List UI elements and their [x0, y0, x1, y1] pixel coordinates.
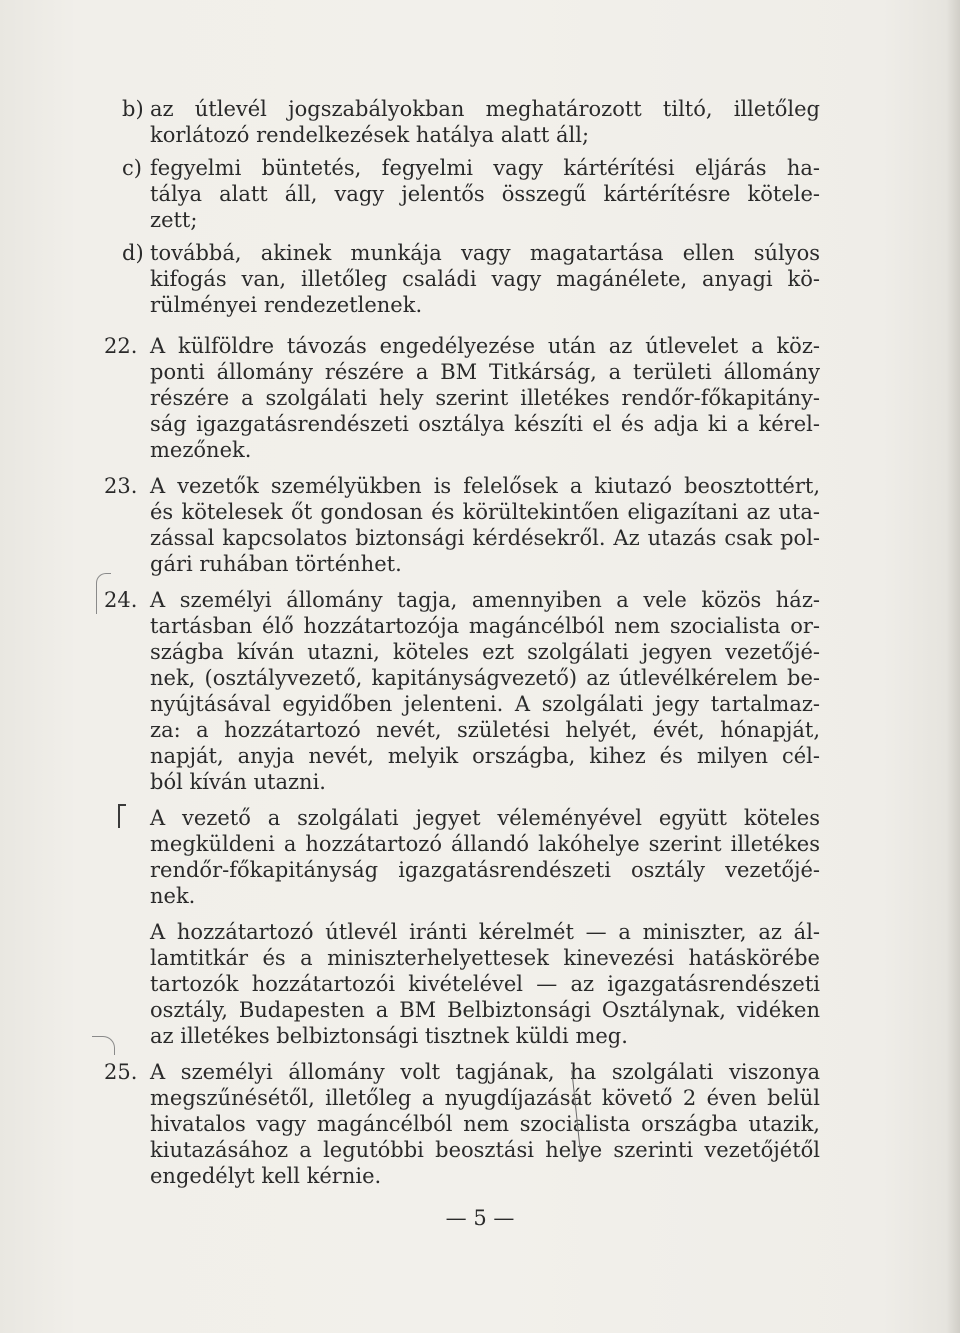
section-25-line-1: A személyi állomány volt tagjának, ha szolgálati viszonya	[150, 1060, 820, 1084]
section-25-line-3: hivatalos vagy magáncélból nem szocialista országba utazik,	[150, 1112, 820, 1136]
section-24-line-2: tartásban élő hozzátartozója magáncélból nem szocialista or-	[150, 614, 820, 638]
section-22-number: 22.	[104, 334, 138, 358]
margin-bracket-mark	[118, 804, 126, 828]
section-24-p2-line-4: nek.	[150, 884, 196, 908]
item-b-line-1: az útlevél jogszabályokban meghatározott tiltó, illetőleg	[150, 97, 820, 121]
section-25-number: 25.	[104, 1060, 138, 1084]
section-24-line-3: szágba kíván utazni, köteles ezt szolgálati jegyen vezetőjé-	[150, 640, 820, 664]
section-24-number: 24.	[104, 588, 138, 612]
section-24-p3-line-5: az illetékes belbiztonsági tisztnek küldi meg.	[150, 1024, 628, 1048]
item-d-line-2: kifogás van, illetőleg családi vagy magánélete, anyagi kö-	[150, 267, 820, 291]
section-24-line-6: za: a hozzátartozó nevét, születési helyét, évét, hónapját,	[150, 718, 820, 742]
section-24-line-8: ból kíván utazni.	[150, 770, 326, 794]
section-25-line-4: kiutazásához a legutóbbi beosztási helye szerinti vezetőjétől	[150, 1138, 820, 1162]
section-23-line-3: zással kapcsolatos biztonsági kérdésekről. Az utazás csak pol-	[150, 526, 820, 550]
section-23-number: 23.	[104, 474, 138, 498]
item-c-line-2: tálya alatt áll, vagy jelentős összegű kártérítésre kötele-	[150, 182, 820, 206]
item-c-line-3: zett;	[150, 208, 198, 232]
section-24-p2-line-3: rendőr-főkapitányság igazgatásrendészeti osztály vezetőjé-	[150, 858, 820, 882]
item-b-line-2: korlátozó rendelkezések hatálya alatt áll;	[150, 123, 590, 147]
section-24-p3-line-3: tartozók hozzátartozói kivételével — az igazgatásrendészeti	[150, 972, 820, 996]
section-24-p3-line-4: osztály, Budapesten a BM Belbiztonsági Osztálynak, vidéken	[150, 998, 820, 1022]
section-24-p2-line-2: megküldeni a hozzátartozó állandó lakóhelye szerint illetékes	[150, 832, 820, 856]
page-number: — 5 —	[445, 1206, 515, 1230]
item-b-label: b)	[122, 97, 144, 121]
section-22-line-1: A külföldre távozás engedélyezése után az útlevelet a köz-	[150, 334, 820, 358]
section-24-p3-line-2: lamtitkár és a miniszterhelyettesek kinevezési hatáskörébe	[150, 946, 820, 970]
page-edge-shadow	[946, 0, 960, 1333]
section-25-line-2: megszűnésétől, illetőleg a nyugdíjazását követő 2 éven belül	[150, 1086, 820, 1110]
section-24-line-5: nyújtásával egyidőben jelenteni. A szolgálati jegy tartalmaz-	[150, 692, 820, 716]
section-23-line-1: A vezetők személyükben is felelősek a kiutazó beosztottért,	[150, 474, 820, 498]
margin-pencil-mark	[92, 1036, 115, 1055]
section-22-line-5: mezőnek.	[150, 438, 252, 462]
section-24-line-7: napját, anyja nevét, melyik országba, kihez és milyen cél-	[150, 744, 820, 768]
item-c-line-1: fegyelmi büntetés, fegyelmi vagy kártérítési eljárás ha-	[150, 156, 820, 180]
item-d-line-1: továbbá, akinek munkája vagy magatartása ellen súlyos	[150, 241, 820, 265]
section-24-line-4: nek, (osztályvezető, kapitányságvezető) az útlevélkérelem be-	[150, 666, 820, 690]
item-d-line-3: rülményei rendezetlenek.	[150, 293, 423, 317]
section-24-p3-line-1: A hozzátartozó útlevél iránti kérelmét — a miniszter, az ál-	[150, 920, 820, 944]
section-24-p2-line-1: A vezető a szolgálati jegyet véleményével együtt köteles	[150, 806, 820, 830]
section-22-line-4: ság igazgatásrendészeti osztálya készíti el és adja ki a kérel-	[150, 412, 820, 436]
margin-pencil-mark	[96, 573, 111, 614]
item-c-label: c)	[122, 156, 142, 180]
section-25-line-5: engedélyt kell kérnie.	[150, 1164, 382, 1188]
section-22-line-3: részére a szolgálati hely szerint illetékes rendőr-főkapitány-	[150, 386, 820, 410]
section-23-line-2: és kötelesek őt gondosan és körültekintően eligazítani az uta-	[150, 500, 820, 524]
item-d-label: d)	[122, 241, 144, 265]
section-23-line-4: gári ruhában történhet.	[150, 552, 402, 576]
section-22-line-2: ponti állomány részére a BM Titkárság, a területi állomány	[150, 360, 820, 384]
section-24-line-1: A személyi állomány tagja, amennyiben a vele közös ház-	[150, 588, 820, 612]
